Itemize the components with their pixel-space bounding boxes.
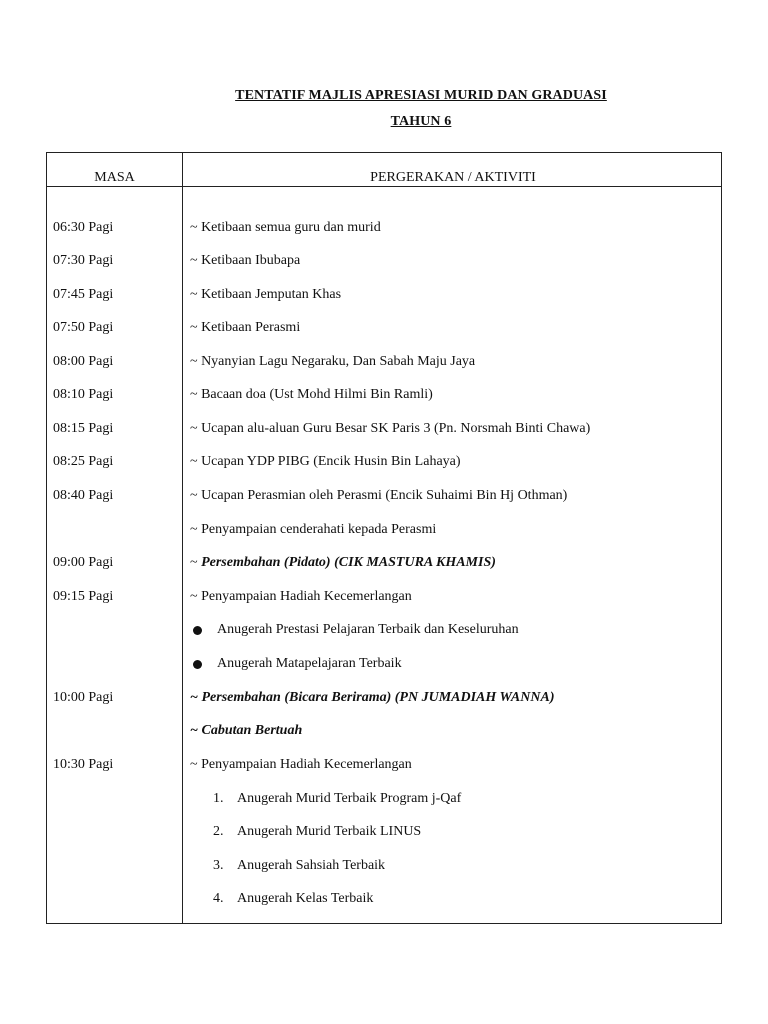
activity-emphasis: Persembahan (Pidato) (CIK MASTURA KHAMIS) [201,555,496,570]
list-number: 4. [213,891,224,906]
header-divider [47,186,721,187]
list-item-text: Anugerah Murid Terbaik LINUS [237,824,422,839]
table-row [47,522,721,544]
list-item [47,891,721,913]
row-time: 08:10 Pagi [53,387,114,402]
bullet-text: Anugerah Prestasi Pelajaran Terbaik dan Keseluruhan [217,622,519,637]
row-time: 08:00 Pagi [53,354,114,369]
row-activity: ~ Ucapan Perasmian oleh Perasmi (Encik Suhaimi Bin Hj Othman) [190,488,568,503]
table-row [47,589,721,611]
list-item-text: Anugerah Sahsiah Terbaik [237,858,386,873]
activity-prefix: ~ [190,555,202,570]
bullet-text: Anugerah Matapelajaran Terbaik [217,656,402,671]
bullet-icon [193,626,202,635]
list-number: 1. [213,791,224,806]
row-time: 08:15 Pagi [53,421,114,436]
row-activity: ~ Persembahan (Bicara Berirama) (PN JUMADIAH WANNA) [190,690,555,705]
row-activity: ~ Penyampaian Hadiah Kecemerlangan [190,757,412,772]
list-item-text: Anugerah Murid Terbaik Program j-Qaf [237,791,462,806]
row-activity: ~ Penyampaian cenderahati kepada Perasmi [190,522,437,537]
list-item [47,791,721,813]
document-title: TENTATIF MAJLIS APRESIASI MURID DAN GRADUASI [235,88,607,103]
row-time: 10:00 Pagi [53,690,114,705]
list-number: 3. [213,858,224,873]
row-time: 09:15 Pagi [53,589,114,604]
table-row [47,690,721,712]
list-item-text: Anugerah Kelas Terbaik [237,891,374,906]
column-header-masa: MASA [94,170,135,185]
row-activity [190,555,496,571]
row-time: 08:25 Pagi [53,454,114,469]
column-header-aktiviti: PERGERAKAN / AKTIVITI [370,170,536,185]
row-activity: ~ Penyampaian Hadiah Kecemerlangan [190,589,412,604]
table-row [47,320,721,342]
table-row [47,253,721,275]
list-item [47,824,721,846]
list-item [47,656,721,678]
list-item [47,622,721,644]
row-activity: ~ Nyanyian Lagu Negaraku, Dan Sabah Maju Jaya [190,354,476,369]
row-time: 07:30 Pagi [53,253,114,268]
row-time: 08:40 Pagi [53,488,114,503]
list-item [47,858,721,880]
row-activity: ~ Ketibaan Jemputan Khas [190,287,342,302]
table-row [47,354,721,376]
row-time: 10:30 Pagi [53,757,114,772]
table-row [47,555,721,577]
row-time: 06:30 Pagi [53,220,114,235]
row-activity: ~ Cabutan Bertuah [190,723,303,738]
table-row [47,488,721,510]
table-row [47,387,721,409]
document-subtitle: TAHUN 6 [390,114,452,129]
row-activity: ~ Ketibaan Ibubapa [190,253,301,268]
row-activity: ~ Ketibaan semua guru dan murid [190,220,381,235]
list-number: 2. [213,824,224,839]
row-activity: ~ Ucapan YDP PIBG (Encik Husin Bin Lahaya) [190,454,461,469]
schedule-table [46,152,722,924]
row-activity: ~ Ketibaan Perasmi [190,320,301,335]
row-activity: ~ Ucapan alu-aluan Guru Besar SK Paris 3 (Pn. Norsmah Binti Chawa) [190,421,591,436]
row-time: 07:50 Pagi [53,320,114,335]
row-time: 09:00 Pagi [53,555,114,570]
row-time: 07:45 Pagi [53,287,114,302]
row-activity: ~ Bacaan doa (Ust Mohd Hilmi Bin Ramli) [190,387,433,402]
table-row [47,220,721,242]
bullet-icon [193,660,202,669]
table-row [47,287,721,309]
table-row [47,454,721,476]
table-row [47,421,721,443]
table-row [47,757,721,779]
table-row [47,723,721,745]
